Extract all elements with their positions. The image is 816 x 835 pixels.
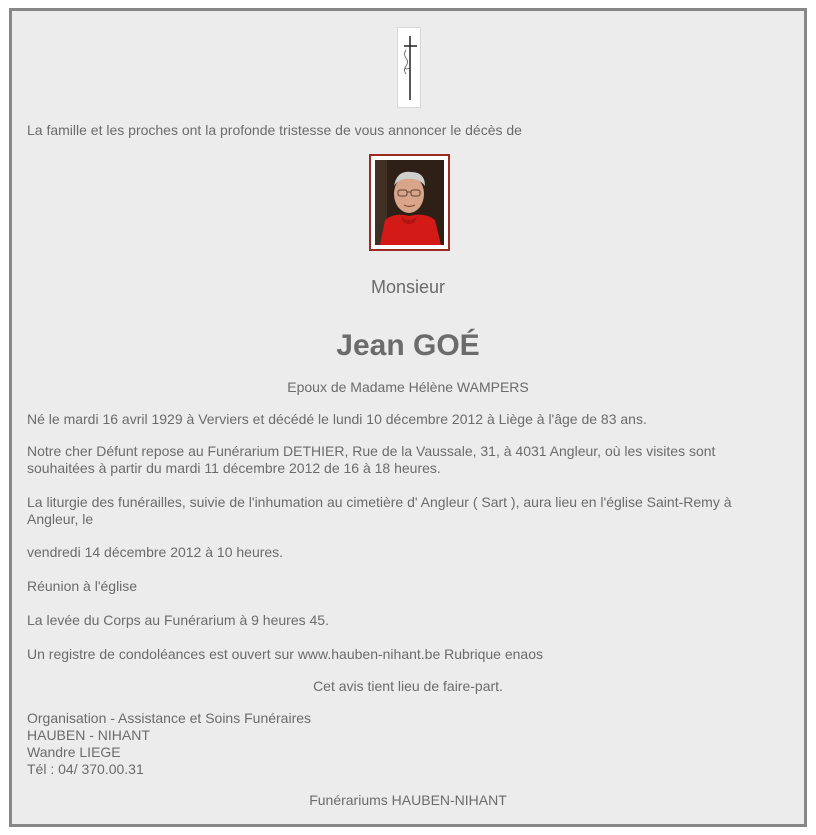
spouse-text: Epoux de Madame Hélène WAMPERS xyxy=(287,379,529,395)
viewing-line-1: Notre cher Défunt repose au Funérarium DETHIER, Rue de la Vaussale, 31, à 4031 Angleur, où les visites sont xyxy=(27,443,716,459)
levee-text: La levée du Corps au Funérarium à 9 heures 45. xyxy=(27,612,329,628)
registry-text: Un registre de condoléances est ouvert sur www.hauben-nihant.be Rubrique enaos xyxy=(27,646,543,662)
portrait-photo xyxy=(369,154,450,251)
organisation-phone: Tél : 04/ 370.00.31 xyxy=(27,761,144,777)
organisation-line-3: Wandre LIEGE xyxy=(27,744,121,760)
meeting-text: Réunion à l'église xyxy=(27,578,138,594)
footer-text: Funérariums HAUBEN-NIHANT xyxy=(309,792,507,808)
viewing-line-2: souhaitées à partir du mardi 11 décembre 2012 de 16 à 18 heures. xyxy=(27,460,441,476)
intro-text: La famille et les proches ont la profonde tristesse de vous annoncer le décès de xyxy=(27,122,522,138)
cross-icon xyxy=(397,27,421,108)
liturgy-line-2: Angleur, le xyxy=(27,511,94,527)
deceased-name: Jean GOÉ xyxy=(336,329,480,362)
salutation: Monsieur xyxy=(370,277,446,297)
faire-part-text: Cet avis tient lieu de faire-part. xyxy=(313,678,503,694)
birth-death-text: Né le mardi 16 avril 1929 à Verviers et décédé le lundi 10 décembre 2012 à Liège à l'âge de 83 ans. xyxy=(27,411,647,427)
ceremony-date: vendredi 14 décembre 2012 à 10 heures. xyxy=(27,544,284,560)
liturgy-line-1: La liturgie des funérailles, suivie de l'inhumation au cimetière d' Angleur ( Sart ), aura lieu en l'église Saint-Remy à xyxy=(27,494,732,510)
organisation-line-1: Organisation - Assistance et Soins Funéraires xyxy=(27,710,312,726)
obituary-card xyxy=(9,8,807,827)
organisation-line-2: HAUBEN - NIHANT xyxy=(27,727,150,743)
